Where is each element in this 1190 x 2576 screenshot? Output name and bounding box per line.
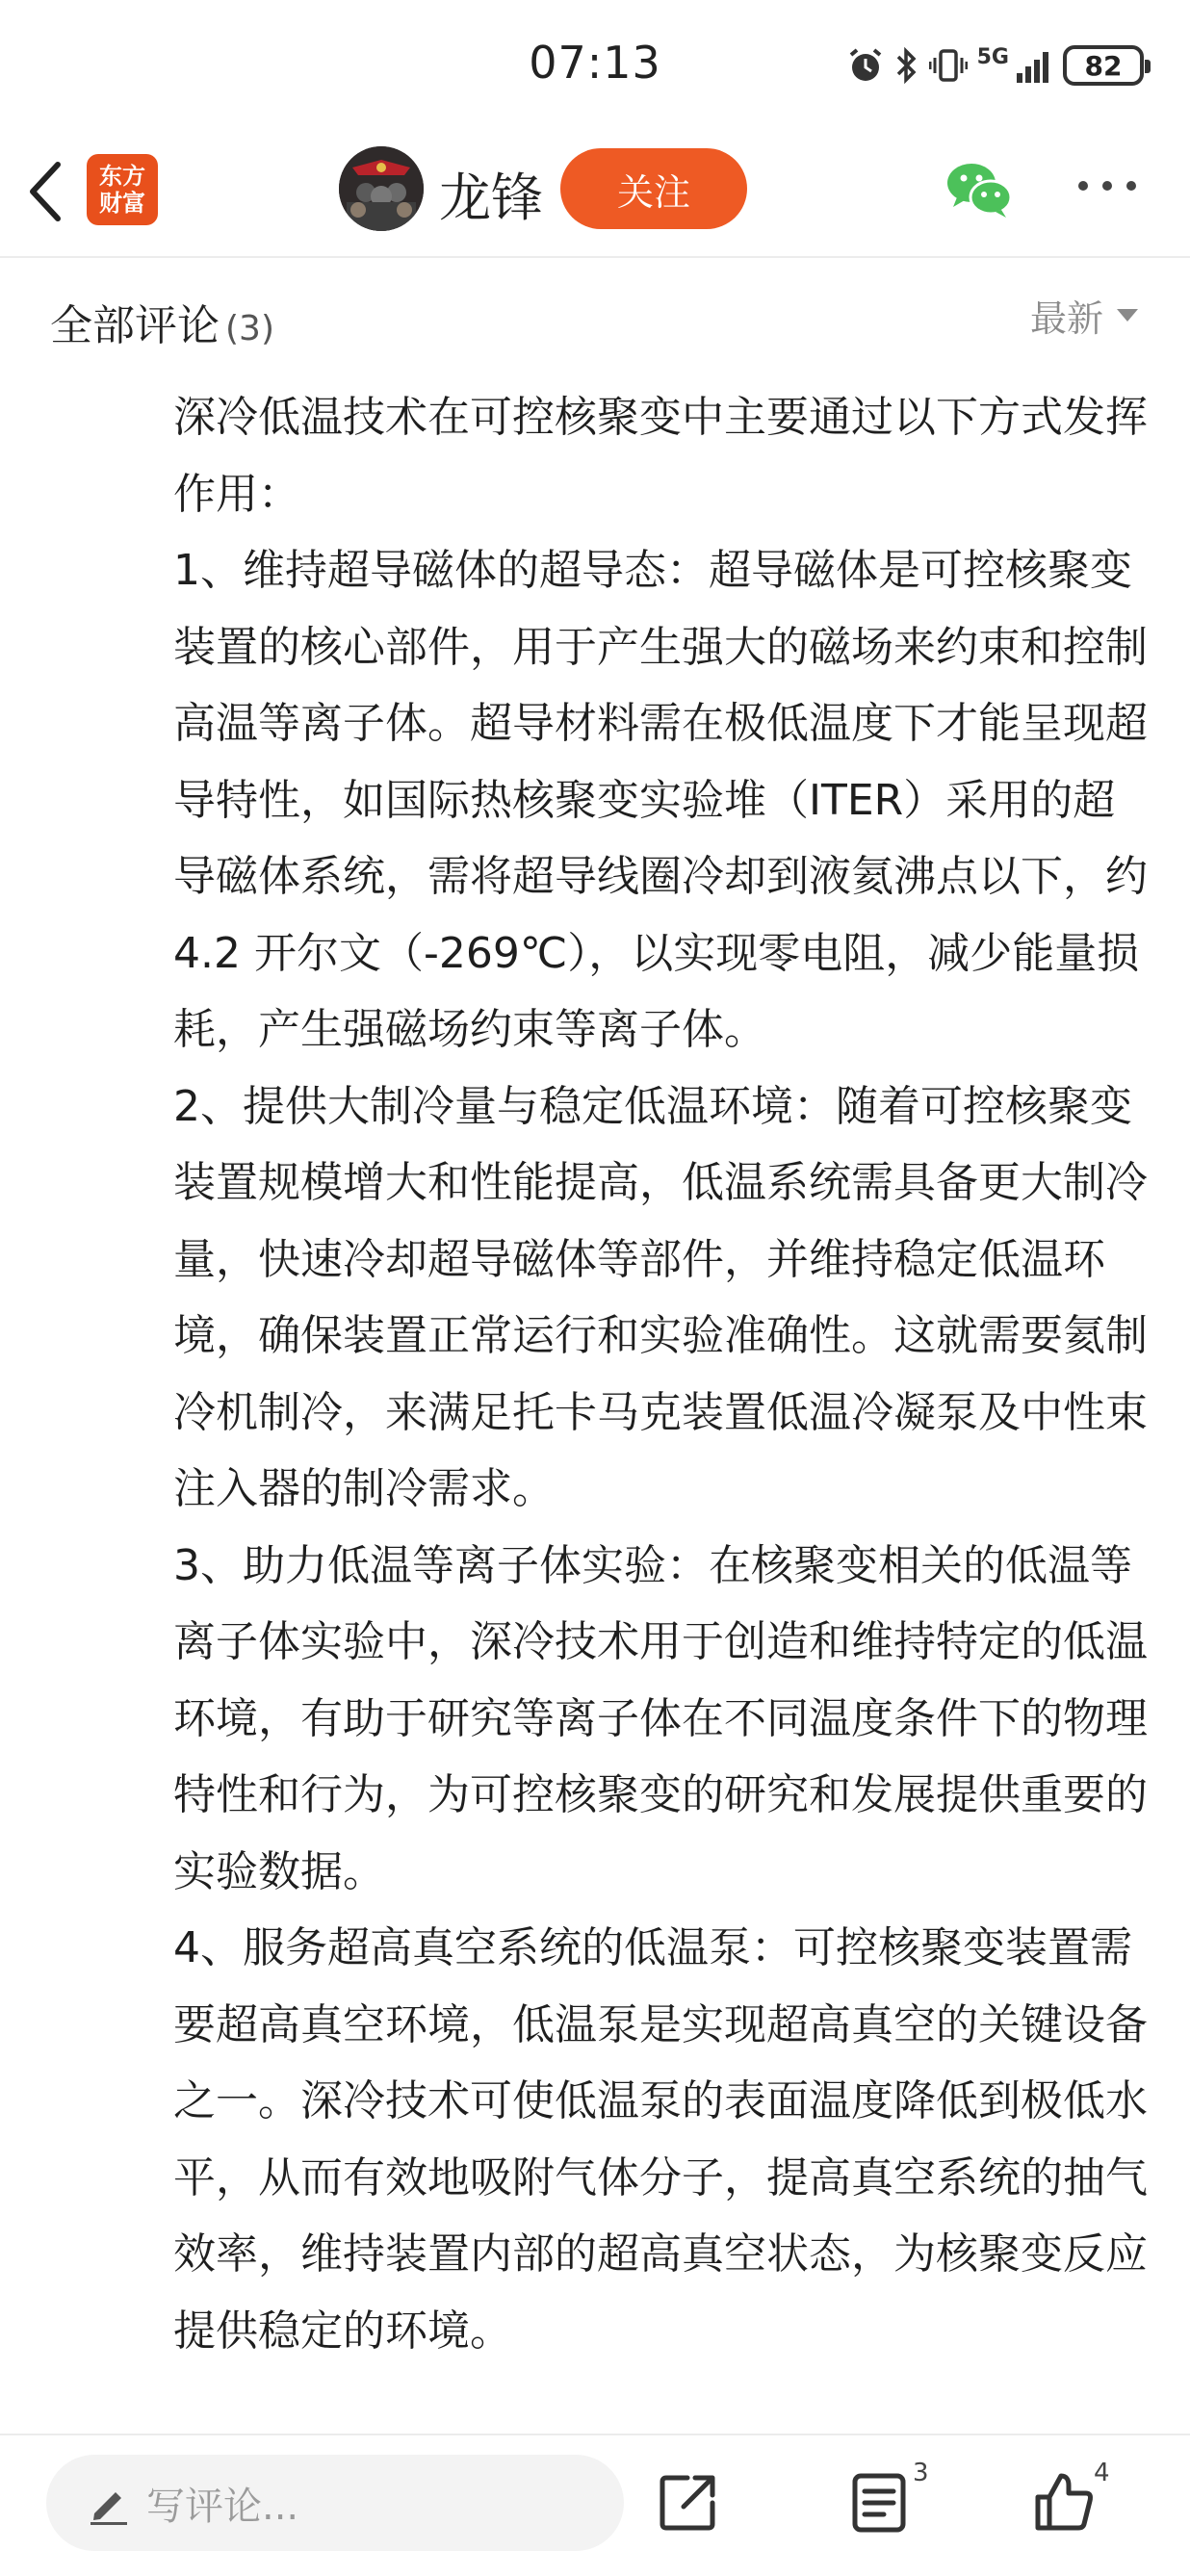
- status-bar: [0, 0, 1190, 130]
- more-options-button[interactable]: [1078, 174, 1136, 197]
- share-icon: [655, 2468, 722, 2536]
- comment-list-count: 3: [913, 2459, 929, 2487]
- status-time: 07:13: [529, 37, 661, 89]
- comment-paragraph: 1、维持超导磁体的超导态：超导磁体是可控核聚变装置的核心部件，用于产生强大的磁场来约束和控制高温等离子体。超导材料需在极低温度下才能呈现超导特性，如国际热核聚变实验堆（ITER）采用的超导磁体系统，需将超导线圈冷却到液氦沸点以下，约 4.2 开尔文（-269℃），以实现零电阻，减少能量损耗，产生强磁场约束等离子体。: [173, 546, 1148, 1054]
- comment-list-icon: [847, 2468, 915, 2536]
- follow-button[interactable]: 关注: [560, 148, 747, 229]
- comment-list-button[interactable]: [847, 2459, 929, 2536]
- comment-paragraph: 深冷低温技术在可控核聚变中主要通过以下方式发挥作用：: [173, 393, 1148, 519]
- alarm-icon: [846, 46, 885, 85]
- sort-label: 最新: [1029, 297, 1103, 340]
- status-icons: [846, 42, 1144, 89]
- bottom-bar: [0, 2435, 1190, 2576]
- user-name[interactable]: 龙锋: [439, 167, 543, 228]
- comments-heading: [50, 291, 274, 352]
- comments-title: 全部评论: [50, 301, 220, 350]
- more-dot-icon: [1126, 181, 1136, 191]
- battery-indicator: [1063, 45, 1144, 86]
- caret-down-icon: [1117, 309, 1138, 322]
- brand-logo[interactable]: [87, 154, 158, 225]
- more-dot-icon: [1102, 181, 1112, 191]
- comments-count: (3): [225, 309, 274, 348]
- comment-paragraph: 2、提供大制冷量与稳定低温环境：随着可控核聚变装置规模增大和性能提高，低温系统需具备更大制冷量，快速冷却超导磁体等部件，并维持稳定低温环境，确保装置正常运行和实验准确性。这就需要氦制冷机制冷，来满足托卡马克装置低温冷凝泵及中性束注入器的制冷需求。: [173, 1081, 1148, 1513]
- header-divider: [0, 256, 1190, 258]
- brand-logo-line1: 东方: [99, 162, 145, 190]
- back-button[interactable]: [17, 153, 75, 230]
- comment-input[interactable]: [46, 2455, 624, 2551]
- comment-input-placeholder: 写评论...: [146, 2484, 299, 2529]
- sort-dropdown[interactable]: [1030, 289, 1138, 342]
- comment-paragraph: 3、助力低温等离子体实验：在核聚变相关的低温等离子体实验中，深冷技术用于创造和维持特定的低温环境，有助于研究等离子体在不同温度条件下的物理特性和行为，为可控核聚变的研究和发展提供重要的实验数据。: [173, 1540, 1148, 1896]
- wechat-share-button[interactable]: [945, 159, 1013, 220]
- comment-paragraph: 4、服务超高真空系统的低温泵：可控核聚变装置需要超高真空环境，低温泵是实现超高真空的关键设备之一。深冷技术可使低温泵的表面温度降低到极低水平，从而有效地吸附气体分子，提高真空系统的抽气效率，维持装置内部的超高真空状态，为核聚变反应提供稳定的环境。: [173, 1923, 1148, 2356]
- wechat-icon: [945, 159, 1013, 220]
- brand-logo-line2: 财富: [99, 189, 145, 217]
- share-button[interactable]: [655, 2468, 722, 2536]
- battery-level: 82: [1084, 49, 1123, 82]
- comment-body: [173, 379, 1148, 2369]
- network-type: 5G: [976, 44, 1009, 69]
- vibrate-icon: [929, 46, 968, 85]
- thumbs-up-icon: [1030, 2468, 1098, 2536]
- like-button[interactable]: [1030, 2459, 1110, 2536]
- avatar-image: [339, 146, 424, 231]
- signal-icon: [1015, 46, 1053, 85]
- more-dot-icon: [1078, 181, 1088, 191]
- avatar[interactable]: [339, 146, 424, 231]
- app-header: [0, 130, 1190, 255]
- like-count: 4: [1094, 2459, 1110, 2487]
- chevron-left-icon: [27, 161, 65, 222]
- pencil-icon: [87, 2481, 131, 2525]
- bluetooth-icon: [894, 46, 919, 85]
